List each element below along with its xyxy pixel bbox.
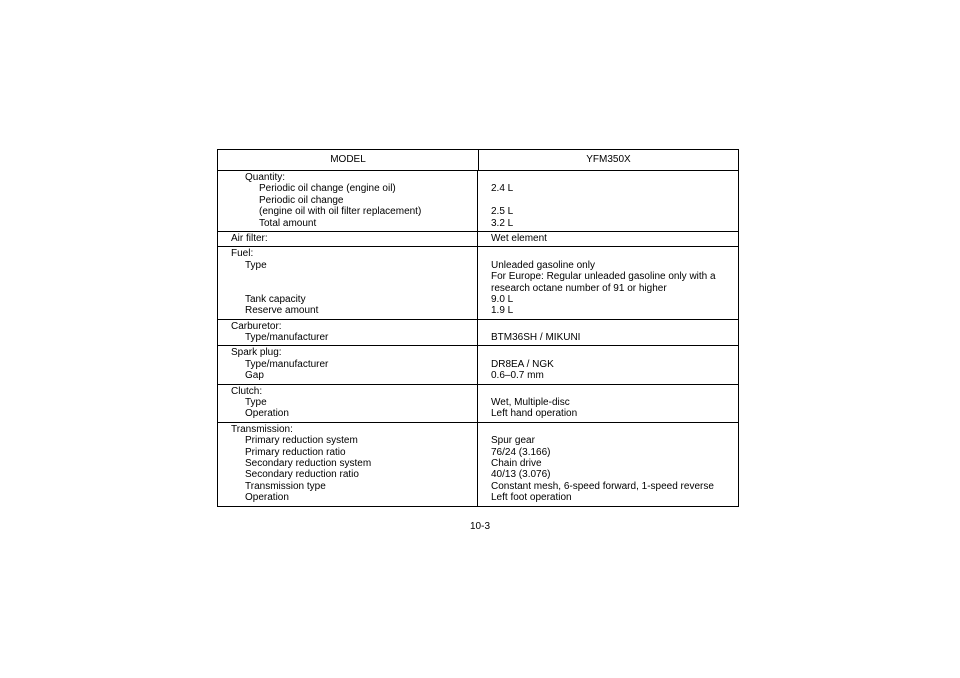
spec-label <box>218 283 477 294</box>
spec-value <box>491 172 738 183</box>
spec-label: Periodic oil change <box>259 194 344 206</box>
spec-value: Chain drive <box>491 457 542 469</box>
table-section <box>218 320 738 347</box>
spec-label-column <box>218 320 478 346</box>
spec-label: Reserve amount <box>245 305 319 317</box>
spec-value: 2.4 L <box>491 183 514 195</box>
spec-value <box>491 195 738 206</box>
spec-value: Left hand operation <box>491 408 578 420</box>
spec-value <box>491 321 738 332</box>
spec-label: Spark plug: <box>231 347 282 359</box>
spec-label-column <box>218 385 478 422</box>
spec-value: 1.9 L <box>491 305 514 317</box>
spec-label: Air filter: <box>231 232 268 244</box>
spec-value <box>491 248 738 259</box>
table-section <box>218 171 738 232</box>
spec-label: (engine oil with oil filter replacement) <box>259 206 422 218</box>
spec-value: For Europe: Regular unleaded gasoline only with a <box>491 271 716 283</box>
spec-label: Operation <box>245 492 289 504</box>
spec-label: Type <box>245 259 267 271</box>
spec-label: Type/manufacturer <box>245 332 329 344</box>
spec-label: Type/manufacturer <box>245 358 329 370</box>
table-section <box>218 247 738 319</box>
spec-label: Fuel: <box>231 248 254 260</box>
table-section <box>218 423 738 506</box>
spec-value <box>491 424 738 435</box>
spec-label: Primary reduction system <box>245 435 358 447</box>
spec-value: research octane number of 91 or higher <box>491 282 667 294</box>
spec-label: Type <box>245 397 267 409</box>
spec-label-column <box>218 171 478 231</box>
spec-value-column <box>478 171 738 231</box>
spec-label: Periodic oil change (engine oil) <box>259 183 396 195</box>
spec-value-column <box>478 346 738 383</box>
spec-value: 40/13 (3.076) <box>491 469 551 481</box>
spec-value: 2.5 L <box>491 206 514 218</box>
spec-label: Quantity: <box>245 172 286 183</box>
spec-value-column <box>478 247 738 318</box>
spec-value <box>491 347 738 358</box>
spec-value: Unleaded gasoline only <box>491 259 595 271</box>
spec-value: 0.6–0.7 mm <box>491 370 544 382</box>
page-number: 10-3 <box>469 521 490 532</box>
spec-value: Wet element <box>491 232 547 244</box>
specifications-table <box>217 149 739 507</box>
model-header: MODEL <box>218 150 479 170</box>
spec-value: 9.0 L <box>491 293 514 305</box>
spec-label: Transmission: <box>231 423 293 435</box>
spec-value-column <box>478 385 738 422</box>
spec-label-column <box>218 423 478 506</box>
spec-value: Spur gear <box>491 435 535 447</box>
spec-value-column <box>478 423 738 506</box>
spec-label: Transmission type <box>245 480 326 492</box>
table-header-row <box>218 150 738 171</box>
spec-value <box>491 386 738 397</box>
spec-value: 3.2 L <box>491 217 514 229</box>
spec-label: Secondary reduction system <box>245 457 372 469</box>
spec-value: Left foot operation <box>491 492 572 504</box>
model-name-header: YFM350X <box>586 154 631 166</box>
spec-label: Clutch: <box>231 385 263 397</box>
spec-value-column <box>478 232 738 246</box>
spec-value-column <box>478 320 738 346</box>
spec-label <box>218 271 477 282</box>
spec-label: Primary reduction ratio <box>245 446 346 458</box>
spec-value: Wet, Multiple-disc <box>491 397 570 409</box>
spec-value: BTM36SH / MIKUNI <box>491 332 581 344</box>
spec-label: Tank capacity <box>245 293 306 305</box>
spec-label: Secondary reduction ratio <box>245 469 359 481</box>
table-section <box>218 385 738 423</box>
spec-value: 76/24 (3.166) <box>491 446 551 458</box>
table-section <box>218 346 738 384</box>
spec-value: DR8EA / NGK <box>491 358 554 370</box>
spec-label-column <box>218 346 478 383</box>
spec-value: Constant mesh, 6-speed forward, 1-speed reverse <box>491 480 714 492</box>
table-section <box>218 232 738 247</box>
spec-label: Operation <box>245 408 289 420</box>
spec-label: Carburetor: <box>231 320 282 332</box>
spec-label: Gap <box>245 370 264 382</box>
spec-label-column <box>218 247 478 318</box>
table-body <box>218 171 738 506</box>
spec-label: Total amount <box>259 217 317 229</box>
spec-label-column <box>218 232 478 246</box>
